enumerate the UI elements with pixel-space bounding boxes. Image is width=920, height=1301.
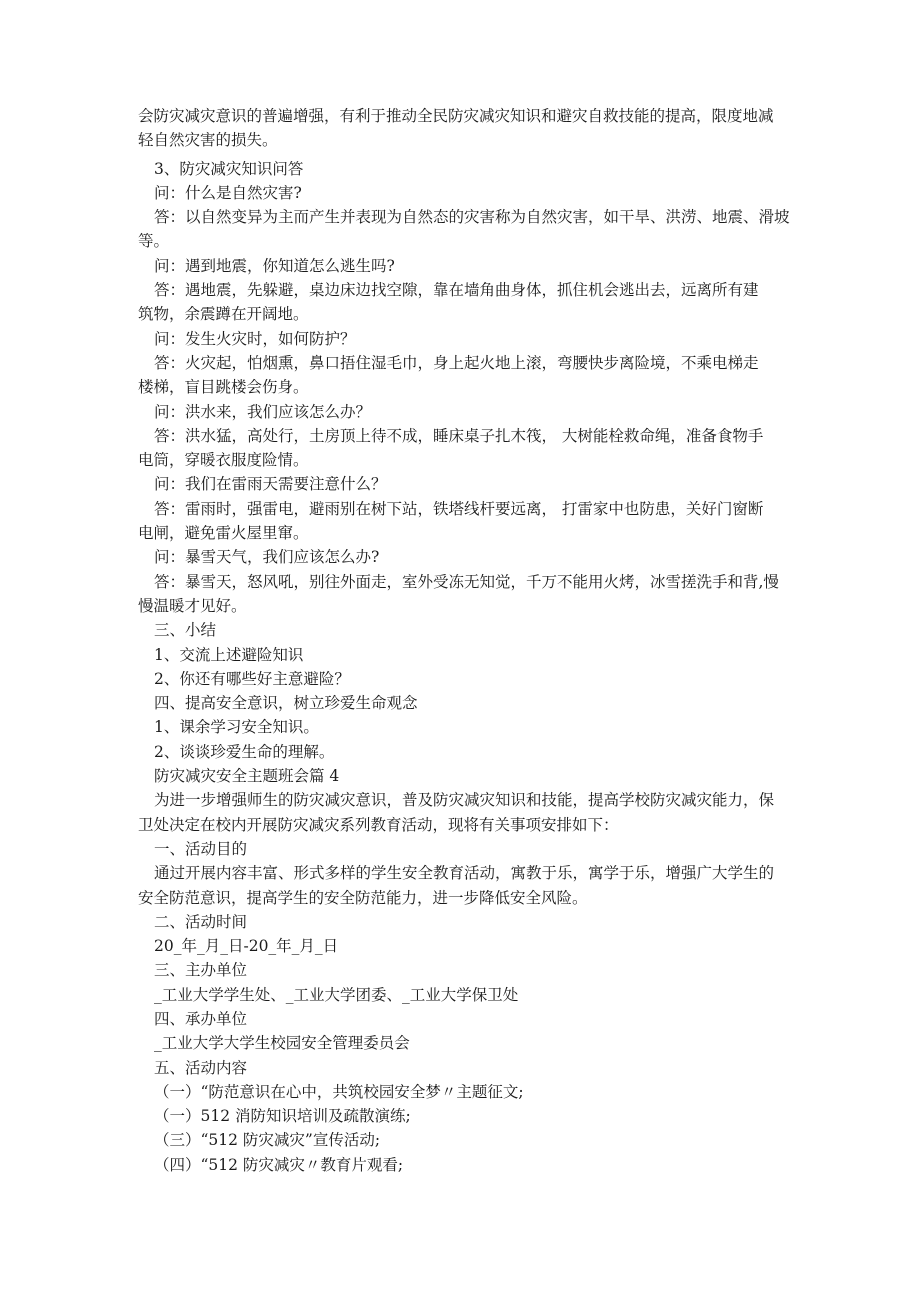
list-item: （三）“512 防灾减灾”宣传活动; bbox=[154, 1131, 381, 1150]
date-range: 20_年_月_日-20_年_月_日 bbox=[154, 937, 339, 956]
list-item: 2、你还有哪些好主意避险？ bbox=[154, 669, 350, 688]
list-item: 1、课余学习安全知识。 bbox=[154, 718, 319, 737]
question-line: 问：我们在雷雨天需要注意什么？ bbox=[154, 475, 387, 494]
section-heading: 四、承办单位 bbox=[154, 1009, 248, 1028]
article-title: 防灾减灾安全主题班会篇 4 bbox=[154, 767, 340, 786]
answer-line: 慢温暖才见好。 bbox=[138, 596, 247, 615]
paragraph-line: _工业大学学生处、_工业大学团委、_工业大学保卫处 bbox=[154, 985, 519, 1004]
paragraph-line: 为进一步增强师生的防灾减灾意识，普及防灾减灾知识和技能，提高学校防灾减灾能力，保 bbox=[154, 791, 775, 810]
answer-line: 答：雷雨时，强雷电，避雨别在树下站，铁塔线杆要远离， 打雷家中也防患，关好门窗断 bbox=[154, 499, 764, 518]
question-line: 问：遇到地震，你知道怎么逃生吗? bbox=[154, 256, 395, 275]
question-line: 问：洪水来，我们应该怎么办？ bbox=[154, 402, 372, 421]
list-item: （四）“512 防灾减灾〃教育片观看; bbox=[154, 1155, 404, 1174]
document-body bbox=[138, 104, 788, 1177]
section-heading: 一、活动目的 bbox=[154, 839, 248, 858]
answer-line: 答：暴雪天，怒风吼，别往外面走，室外受冻无知觉，千万不能用火烤，冰雪搓洗手和背,慢 bbox=[154, 572, 779, 591]
paragraph-line: 轻自然灾害的损失。 bbox=[138, 131, 278, 150]
answer-line: 答：以自然变异为主而产生并表现为自然态的灾害称为自然灾害，如干旱、洪涝、地震、滑坡 bbox=[154, 208, 790, 227]
paragraph-line: 会防灾减灾意识的普遍增强，有利于推动全民防灾减灾知识和避灾自救技能的提高，限度地减 bbox=[138, 107, 774, 125]
section-heading: 三、小结 bbox=[154, 621, 217, 640]
section-heading: 五、活动内容 bbox=[154, 1058, 248, 1077]
answer-line: 电筒，穿暖衣服度险情。 bbox=[138, 451, 309, 470]
list-item: （一）512 消防知识培训及疏散演练; bbox=[154, 1107, 411, 1126]
answer-line: 筑物，余震蹲在开阔地。 bbox=[138, 305, 309, 324]
answer-line: 答：火灾起，怕烟熏，鼻口捂住湿毛巾，身上起火地上滚，弯腰快步离险境，不乘电梯走 bbox=[154, 353, 759, 372]
section-heading: 3、防灾减灾知识问答 bbox=[154, 159, 304, 178]
paragraph-line: _工业大学大学生校园安全管理委员会 bbox=[154, 1034, 410, 1053]
paragraph-line: 安全防范意识，提高学生的安全防范能力，进一步降低安全风险。 bbox=[138, 888, 588, 907]
question-line: 问：发生火灾时，如何防护？ bbox=[154, 329, 356, 348]
list-item: （一）“防范意识在心中，共筑校园安全梦〃主题征文; bbox=[154, 1082, 524, 1101]
answer-line: 电闸，避免雷火屋里窜。 bbox=[138, 524, 309, 543]
answer-line: 答：洪水猛，高处行，土房顶上待不成，睡床桌子扎木筏， 大树能栓救命绳，准备食物手 bbox=[154, 426, 764, 445]
list-item: 2、谈谈珍爱生命的理解。 bbox=[154, 742, 335, 761]
section-heading: 四、提高安全意识，树立珍爱生命观念 bbox=[154, 694, 418, 713]
question-line: 问：什么是自然灾害? bbox=[154, 183, 302, 202]
list-item: 1、交流上述避险知识 bbox=[154, 645, 304, 664]
paragraph-line: 通过开展内容丰富、形式多样的学生安全教育活动，寓教于乐，寓学于乐，增强广大学生的 bbox=[154, 864, 775, 883]
answer-line: 等。 bbox=[138, 232, 170, 251]
section-heading: 二、活动时间 bbox=[154, 912, 248, 931]
answer-line: 答：遇地震，先躲避，桌边床边找空隙，靠在墙角曲身体，抓住机会逃出去，远离所有建 bbox=[154, 281, 759, 300]
paragraph-line: 卫处决定在校内开展防灾减灾系列教育活动，现将有关事项安排如下： bbox=[138, 815, 619, 834]
question-line: 问：暴雪天气，我们应该怎么办? bbox=[154, 548, 380, 567]
section-heading: 三、主办单位 bbox=[154, 961, 248, 980]
answer-line: 楼梯，盲目跳楼会伤身。 bbox=[138, 378, 309, 397]
